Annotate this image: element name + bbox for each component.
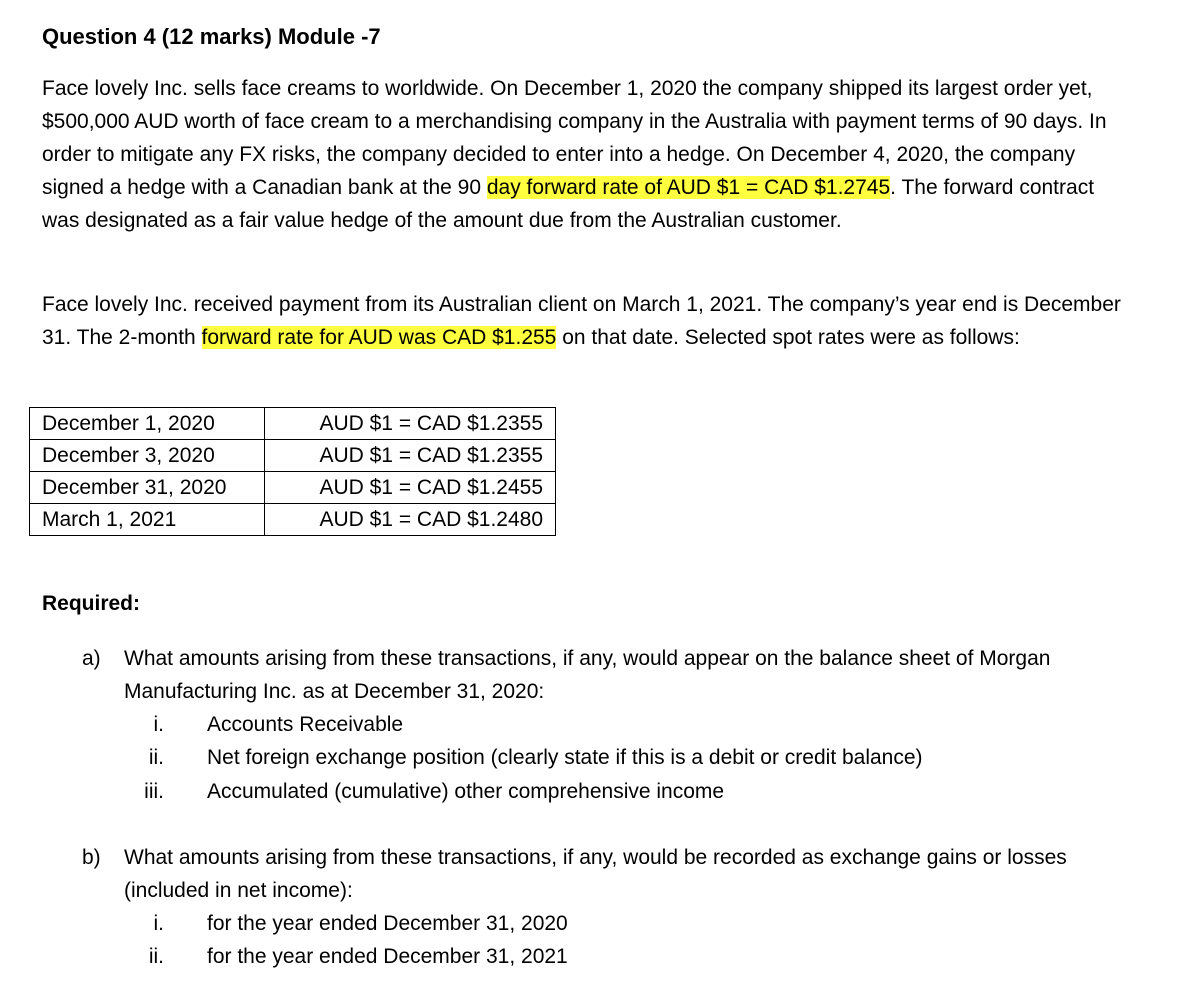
- question-a-item-text: Net foreign exchange position (clearly state if this is a debit or credit balance): [207, 746, 923, 769]
- question-b-item-number: ii.: [148, 945, 164, 968]
- forward-rate-highlight: day forward rate of AUD $1 = CAD $1.2745: [486, 176, 891, 199]
- intro-paragraph: [42, 72, 1132, 237]
- question-a-item-text: Accounts Receivable: [207, 713, 404, 736]
- rate-date: March 1, 2021: [30, 504, 265, 536]
- payment-text-before: Face lovely Inc. received payment from its Australian client on March 1, 2021. The company’s year end is December 31. The 2-month: [42, 293, 1121, 349]
- question-a-marker: a): [82, 647, 101, 670]
- rate-value: AUD $1 = CAD $1.2355: [265, 408, 556, 440]
- question-a-item-number: iii.: [144, 780, 164, 803]
- table-row: [30, 440, 556, 472]
- question-b-marker: b): [82, 846, 101, 869]
- table-row: [30, 472, 556, 504]
- table-row: [30, 504, 556, 536]
- intro-text-before: Face lovely Inc. sells face creams to worldwide. On December 1, 2020 the company shipped its largest order yet, $500,000 AUD worth of face cream to a merchandising company in the Australia with payment terms of 90 days. In order to mitigate any FX risks, the company decided to enter into a hedge. On December 4, 2020, the company signed a hedge with a Canadian bank at the 90: [42, 77, 1107, 199]
- rate-date: December 31, 2020: [30, 472, 265, 504]
- question-b-item-number: i.: [153, 912, 164, 935]
- question-a-item-number: ii.: [148, 746, 164, 769]
- two-month-forward-highlight: forward rate for AUD was CAD $1.255: [201, 326, 557, 349]
- rate-value: AUD $1 = CAD $1.2355: [265, 440, 556, 472]
- rate-date: December 3, 2020: [30, 440, 265, 472]
- intro-text-after: . The forward contract was designated as a fair value hedge of the amount due from the Australian customer.: [42, 176, 1095, 232]
- question-title: Question 4 (12 marks) Module -7: [42, 24, 381, 49]
- rate-date: December 1, 2020: [30, 408, 265, 440]
- rate-value: AUD $1 = CAD $1.2480: [265, 504, 556, 536]
- rate-value: AUD $1 = CAD $1.2455: [265, 472, 556, 504]
- question-a-text: What amounts arising from these transactions, if any, would appear on the balance sheet of Morgan Manufacturing Inc. as at December 31, 2020:: [124, 647, 1051, 703]
- question-b-item-text: for the year ended December 31, 2021: [207, 945, 568, 968]
- question-a-item-number: i.: [153, 713, 164, 736]
- question-b-item-text: for the year ended December 31, 2020: [207, 912, 568, 935]
- table-row: [30, 408, 556, 440]
- payment-text-after: on that date. Selected spot rates were as follows:: [556, 326, 1020, 349]
- question-a-item-text: Accumulated (cumulative) other comprehensive income: [207, 780, 725, 803]
- required-heading: Required:: [42, 592, 141, 615]
- question-b-text: What amounts arising from these transactions, if any, would be recorded as exchange gains or losses (included in net income):: [124, 846, 1067, 902]
- payment-paragraph: [42, 288, 1132, 354]
- spot-rates-table: [29, 407, 556, 536]
